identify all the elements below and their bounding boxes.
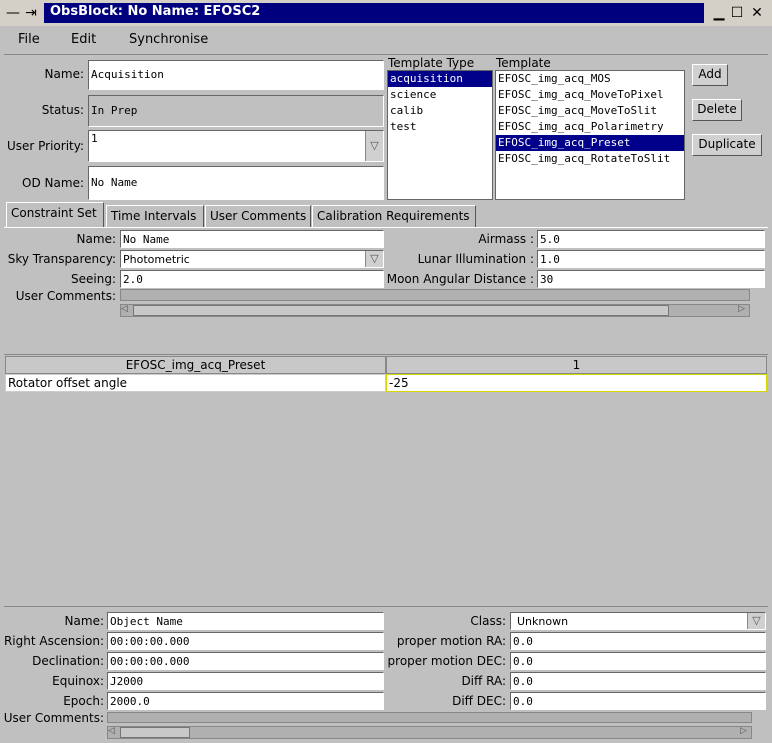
template-type-item[interactable]: science [390, 88, 437, 101]
lunar-illumination-input[interactable]: 1.0 [537, 250, 765, 268]
dec-input[interactable]: 00:00:00.000 [107, 652, 384, 670]
ra-label: Right Ascension: [3, 634, 104, 648]
maximize-icon[interactable]: ☐ [730, 5, 744, 21]
template-header: Template [496, 56, 551, 70]
table-header-template[interactable]: EFOSC_img_acq_Preset [5, 356, 386, 374]
menu-file[interactable]: File [18, 32, 40, 47]
od-name-label: OD Name: [22, 176, 84, 190]
status-label: Status: [41, 103, 84, 117]
ra-input[interactable]: 00:00:00.000 [107, 632, 384, 650]
template-item[interactable]: EFOSC_img_acq_Polarimetry [498, 120, 664, 133]
name-label: Name: [44, 67, 84, 81]
seeing-label: Seeing: [71, 272, 116, 286]
tab-constraint-set[interactable]: Constraint Set [6, 202, 104, 228]
close-icon[interactable]: ✕ [751, 5, 763, 21]
tab-divider [4, 227, 768, 228]
template-item[interactable]: EFOSC_img_acq_MOS [498, 72, 611, 85]
constraint-name-label: Name: [76, 232, 116, 246]
constraint-name-input[interactable]: No Name [120, 230, 384, 248]
target-name-input[interactable]: Object Name [107, 612, 384, 630]
template-type-header: Template Type [388, 56, 475, 70]
pm-dec-input[interactable]: 0.0 [510, 652, 766, 670]
rotator-offset-input[interactable]: -25 [386, 374, 767, 392]
ob-name-input[interactable]: Acquisition [88, 60, 384, 90]
template-item[interactable]: EFOSC_img_acq_RotateToSlit [498, 152, 671, 165]
target-name-label: Name: [64, 614, 104, 628]
scroll-right-icon[interactable]: ▷ [738, 304, 745, 314]
target-comments-scrollbar[interactable] [107, 712, 752, 723]
constraint-comments-label: User Comments: [15, 289, 116, 303]
pm-dec-label: proper motion DEC: [387, 654, 506, 668]
sky-transparency-combo[interactable]: Photometric [120, 250, 384, 268]
airmass-label: Airmass : [478, 232, 534, 246]
template-type-list [387, 70, 493, 200]
lunar-illumination-label: Lunar Illumination : [417, 252, 534, 266]
template-item[interactable]: EFOSC_img_acq_MoveToSlit [498, 104, 657, 117]
menu-synchronise[interactable]: Synchronise [129, 32, 209, 47]
duplicate-button[interactable]: Duplicate [692, 134, 762, 156]
sky-transparency-label: Sky Transparency: [7, 252, 116, 266]
shade-icon[interactable]: ⇥ [25, 5, 37, 21]
add-button[interactable]: Add [692, 64, 728, 86]
scroll-left-icon[interactable]: ◁ [108, 726, 115, 736]
airmass-input[interactable]: 5.0 [537, 230, 765, 248]
od-name-input[interactable]: No Name [88, 166, 384, 200]
diff-ra-label: Diff RA: [461, 674, 506, 688]
diff-ra-input[interactable]: 0.0 [510, 672, 766, 690]
scroll-left-icon[interactable]: ◁ [121, 304, 128, 314]
equinox-input[interactable]: J2000 [107, 672, 384, 690]
title-bar [0, 0, 772, 26]
table-header-value[interactable]: 1 [386, 356, 767, 374]
template-type-item[interactable]: acquisition [388, 71, 492, 87]
horizontal-scrollbar[interactable] [120, 304, 750, 317]
chevron-down-icon[interactable]: ▽ [365, 251, 383, 267]
tab-calibration-requirements[interactable]: Calibration Requirements [312, 205, 476, 227]
class-label: Class: [470, 614, 506, 628]
window-menu-icon[interactable]: — [6, 5, 20, 21]
delete-button[interactable]: Delete [692, 99, 742, 121]
menu-edit[interactable]: Edit [71, 32, 97, 47]
moon-distance-label: Moon Angular Distance : [386, 272, 534, 286]
template-type-item[interactable]: calib [390, 104, 424, 117]
menu-bar [4, 26, 768, 55]
template-list [495, 70, 685, 200]
separator [4, 354, 768, 355]
template-item[interactable]: EFOSC_img_acq_Preset [496, 135, 684, 151]
minimize-icon[interactable]: ▁ [713, 5, 725, 21]
pm-ra-input[interactable]: 0.0 [510, 632, 766, 650]
tab-time-intervals[interactable]: Time Intervals [106, 205, 204, 227]
separator [4, 606, 768, 607]
diff-dec-input[interactable]: 0.0 [510, 692, 766, 710]
scroll-right-icon[interactable]: ▷ [740, 726, 747, 736]
chevron-down-icon[interactable]: ▽ [365, 131, 383, 161]
equinox-label: Equinox: [52, 674, 104, 688]
scroll-thumb[interactable] [133, 305, 669, 316]
pm-ra-label: proper motion RA: [396, 634, 506, 648]
epoch-input[interactable]: 2000.0 [107, 692, 384, 710]
class-combo[interactable]: Unknown [510, 612, 766, 630]
comments-scrollbar[interactable] [120, 289, 750, 301]
dec-label: Declination: [32, 654, 104, 668]
template-item[interactable]: EFOSC_img_acq_MoveToPixel [498, 88, 664, 101]
diff-dec-label: Diff DEC: [452, 694, 506, 708]
scroll-thumb[interactable] [120, 727, 190, 738]
target-horizontal-scrollbar[interactable] [107, 726, 752, 739]
moon-distance-input[interactable]: 30 [537, 270, 765, 288]
target-comments-label: User Comments: [3, 711, 104, 725]
chevron-down-icon[interactable]: ▽ [747, 613, 765, 629]
tab-user-comments[interactable]: User Comments [205, 205, 311, 227]
template-type-item[interactable]: test [390, 120, 417, 133]
seeing-input[interactable]: 2.0 [120, 270, 384, 288]
status-value: In Prep [88, 95, 384, 127]
param-name-cell: Rotator offset angle [5, 374, 386, 392]
epoch-label: Epoch: [63, 694, 104, 708]
window-title: ObsBlock: No Name: EFOSC2 [50, 4, 261, 19]
priority-combo[interactable]: 1 [88, 130, 384, 162]
priority-label: User Priority: [6, 139, 84, 153]
